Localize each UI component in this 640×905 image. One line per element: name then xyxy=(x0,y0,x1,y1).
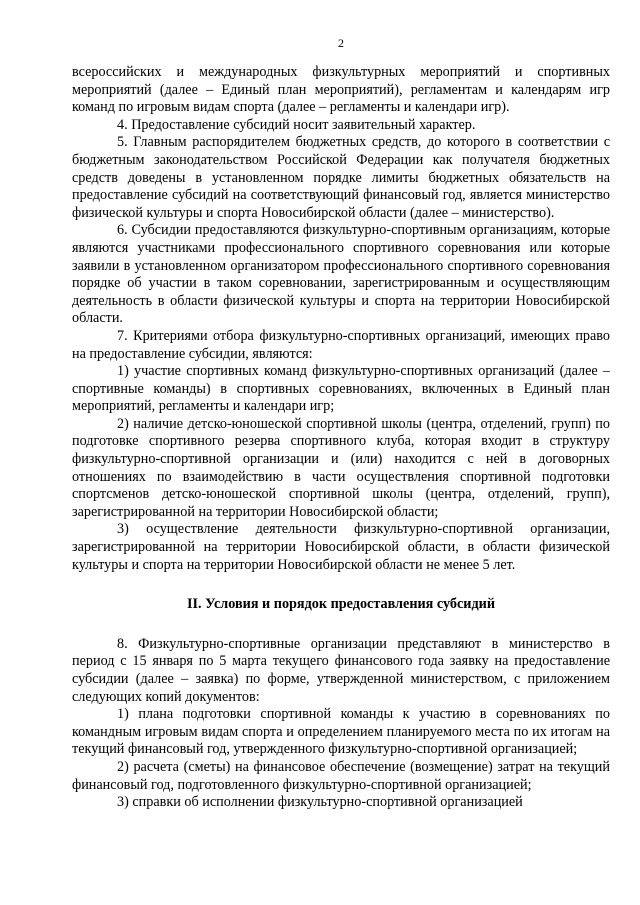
paragraph-item-6: 6. Субсидии предоставляются физкультурно-спортивным организациям, которые являются участниками профессионального спортивного соревнования или которые заявили в установленном организатором профессионального спортивного соревнования порядке об участии в таком соревновании, зарегистрированным и осуществляющим деятельность в области физической культуры и спорта на территории Новосибирской области. xyxy=(72,222,610,327)
subitem-8-1: 1) плана подготовки спортивной команды к участию в соревнованиях по командным игровым видам спорта и определением планируемого места по их итогам на текущий финансовый год, утвержденного физкультурно-спортивной организацией; xyxy=(72,706,610,758)
subitem-8-3: 3) справки об исполнении физкультурно-спортивной организацией xyxy=(117,794,523,811)
subitem-8-2: 2) расчета (сметы) на финансовое обеспечение (возмещение) затрат на текущий финансовый год, подготовленного физкультурно-спортивной организацией; xyxy=(72,758,610,793)
subitem-7-2: 2) наличие детско-юношеской спортивной школы (центра, отделений, групп) по подготовке спортивного резерва спортивного клуба, которая входит в структуру физкультурно-спортивной организации и (или) находится с ней в договорных отношениях по взаимодействию в части осуществления спортивной подготовки спортсменов детско-юношеской спортивной школы (центра, отделений, групп), зарегистрированной на территории Новосибирской области; xyxy=(72,415,610,520)
paragraphs-bottom xyxy=(72,636,610,812)
paragraphs-top xyxy=(72,64,610,574)
paragraph-item-5: 5. Главным распорядителем бюджетных средств, до которого в соответствии с бюджетным законодательством Российской Федерации как получателя бюджетных средств доведены в установленном порядке лимиты бюджетных обязательств на предоставление субсидий на соответствующий финансовый год, является министерство физической культуры и спорта Новосибирской области (далее – министерство). xyxy=(72,134,610,221)
subitem-7-3: 3) осуществление деятельности физкультурно-спортивной организации, зарегистрированной на территории Новосибирской области, в области физической культуры и спорта на территории Новосибирской области не менее 5 лет. xyxy=(72,521,610,573)
paragraph-item-8: 8. Физкультурно-спортивные организации представляют в министерство в период с 15 января по 5 марта текущего финансового года заявку на предоставление субсидии (далее – заявка) по форме, утвержденной министерством, с приложением следующих копий документов: xyxy=(72,635,610,705)
paragraph: всероссийских и международных физкультурных мероприятий и спортивных мероприятий (далее – Единый план мероприятий), регламентам и календарям игр команд по игровым видам спорта (далее – регламенты и календари игр). xyxy=(72,64,610,116)
paragraph-item-4: 4. Предоставление субсидий носит заявительный характер. xyxy=(117,116,476,133)
paragraph-item-7: 7. Критериями отбора физкультурно-спортивных организаций, имеющих право на предоставление субсидии, являются: xyxy=(72,327,610,362)
page-number: 2 xyxy=(338,36,344,50)
section-heading: II. Условия и порядок предоставления субсидий xyxy=(186,596,495,613)
subitem-7-1: 1) участие спортивных команд физкультурно-спортивных организаций (далее – спортивные команды) в спортивных соревнованиях, включенных в Единый план мероприятий, регламенты и календари игр; xyxy=(72,363,610,415)
